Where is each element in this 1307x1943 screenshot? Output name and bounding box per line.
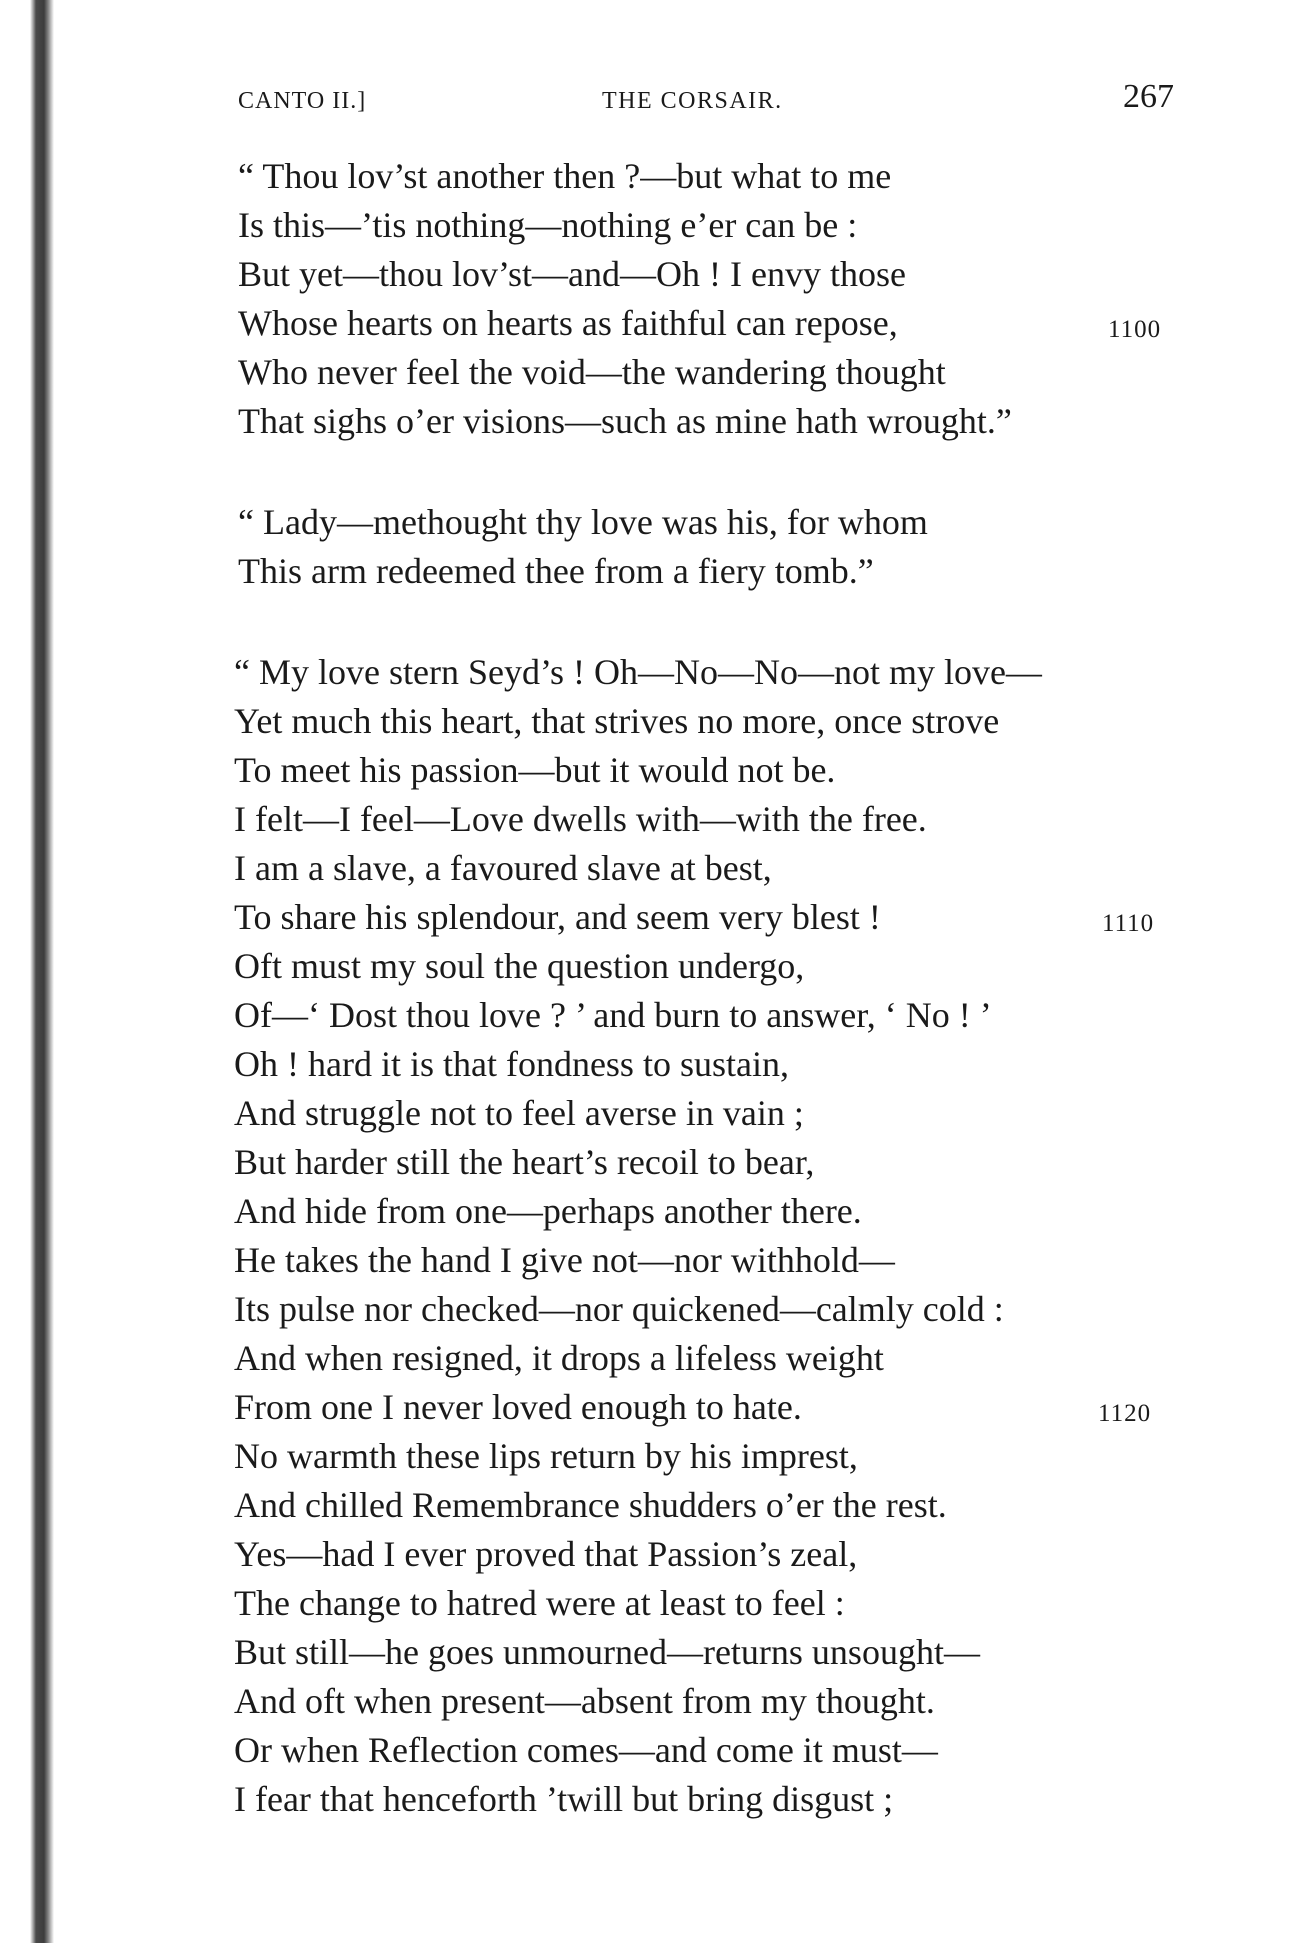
verse-line: Of—‘ Dost thou love ? ’ and burn to answer, ‘ No ! ’ (234, 995, 992, 1035)
verse-line: Who never feel the void—the wandering thought (238, 352, 946, 392)
verse-line: “ Lady—methought thy love was his, for whom (238, 502, 928, 542)
verse-line: Or when Reflection comes—and come it must— (234, 1730, 938, 1770)
verse-line: To meet his passion—but it would not be. (234, 750, 836, 790)
verse-line: The change to hatred were at least to feel : (234, 1583, 845, 1623)
verse-line: “ My love stern Seyd’s ! Oh—No—No—not my love— (234, 652, 1042, 692)
verse-line: To share his splendour, and seem very blest ! (234, 897, 881, 937)
verse-line: I fear that henceforth ’twill but bring disgust ; (234, 1779, 894, 1819)
verse-line: No warmth these lips return by his imprest, (234, 1436, 858, 1476)
line-number: 1110 (1102, 910, 1155, 937)
verse-line: Is this—’tis nothing—nothing e’er can be : (238, 205, 858, 245)
verse-line: And chilled Remembrance shudders o’er the rest. (234, 1485, 947, 1525)
line-number: 1100 (1108, 316, 1162, 343)
verse-line: Oft must my soul the question undergo, (234, 946, 805, 986)
verse-line: Oh ! hard it is that fondness to sustain, (234, 1044, 789, 1084)
line-number: 1120 (1098, 1400, 1152, 1427)
verse-line: And hide from one—perhaps another there. (234, 1191, 862, 1231)
verse-line: “ Thou lov’st another then ?—but what to me (238, 156, 892, 196)
verse-line: I felt—I feel—Love dwells with—with the free. (234, 799, 927, 839)
verse-line: But yet—thou lov’st—and—Oh ! I envy those (238, 254, 906, 294)
verse-line: He takes the hand I give not—nor withhold— (234, 1240, 895, 1280)
verse-line: Whose hearts on hearts as faithful can repose, (238, 303, 898, 343)
verse-line: This arm redeemed thee from a fiery tomb.” (238, 551, 874, 591)
verse-line: From one I never loved enough to hate. (234, 1387, 802, 1427)
verse-line: Its pulse nor checked—nor quickened—calmly cold : (234, 1289, 1004, 1329)
canto-label: CANTO II.] (238, 88, 367, 114)
verse-line: Yes—had I ever proved that Passion’s zeal, (234, 1534, 858, 1574)
verse-line: But still—he goes unmourned—returns unsought— (234, 1632, 980, 1672)
page-number: 267 (1123, 78, 1174, 115)
verse-line: And oft when present—absent from my thought. (234, 1681, 935, 1721)
verse-line: And struggle not to feel averse in vain ; (234, 1093, 804, 1133)
verse-line: But harder still the heart’s recoil to bear, (234, 1142, 815, 1182)
verse-line: And when resigned, it drops a lifeless weight (234, 1338, 884, 1378)
verse-line: Yet much this heart, that strives no more, once strove (234, 701, 1000, 741)
verse-line: That sighs o’er visions—such as mine hath wrought.” (238, 401, 1012, 441)
verse-line: I am a slave, a favoured slave at best, (234, 848, 772, 888)
book-title: THE CORSAIR. (602, 88, 783, 114)
